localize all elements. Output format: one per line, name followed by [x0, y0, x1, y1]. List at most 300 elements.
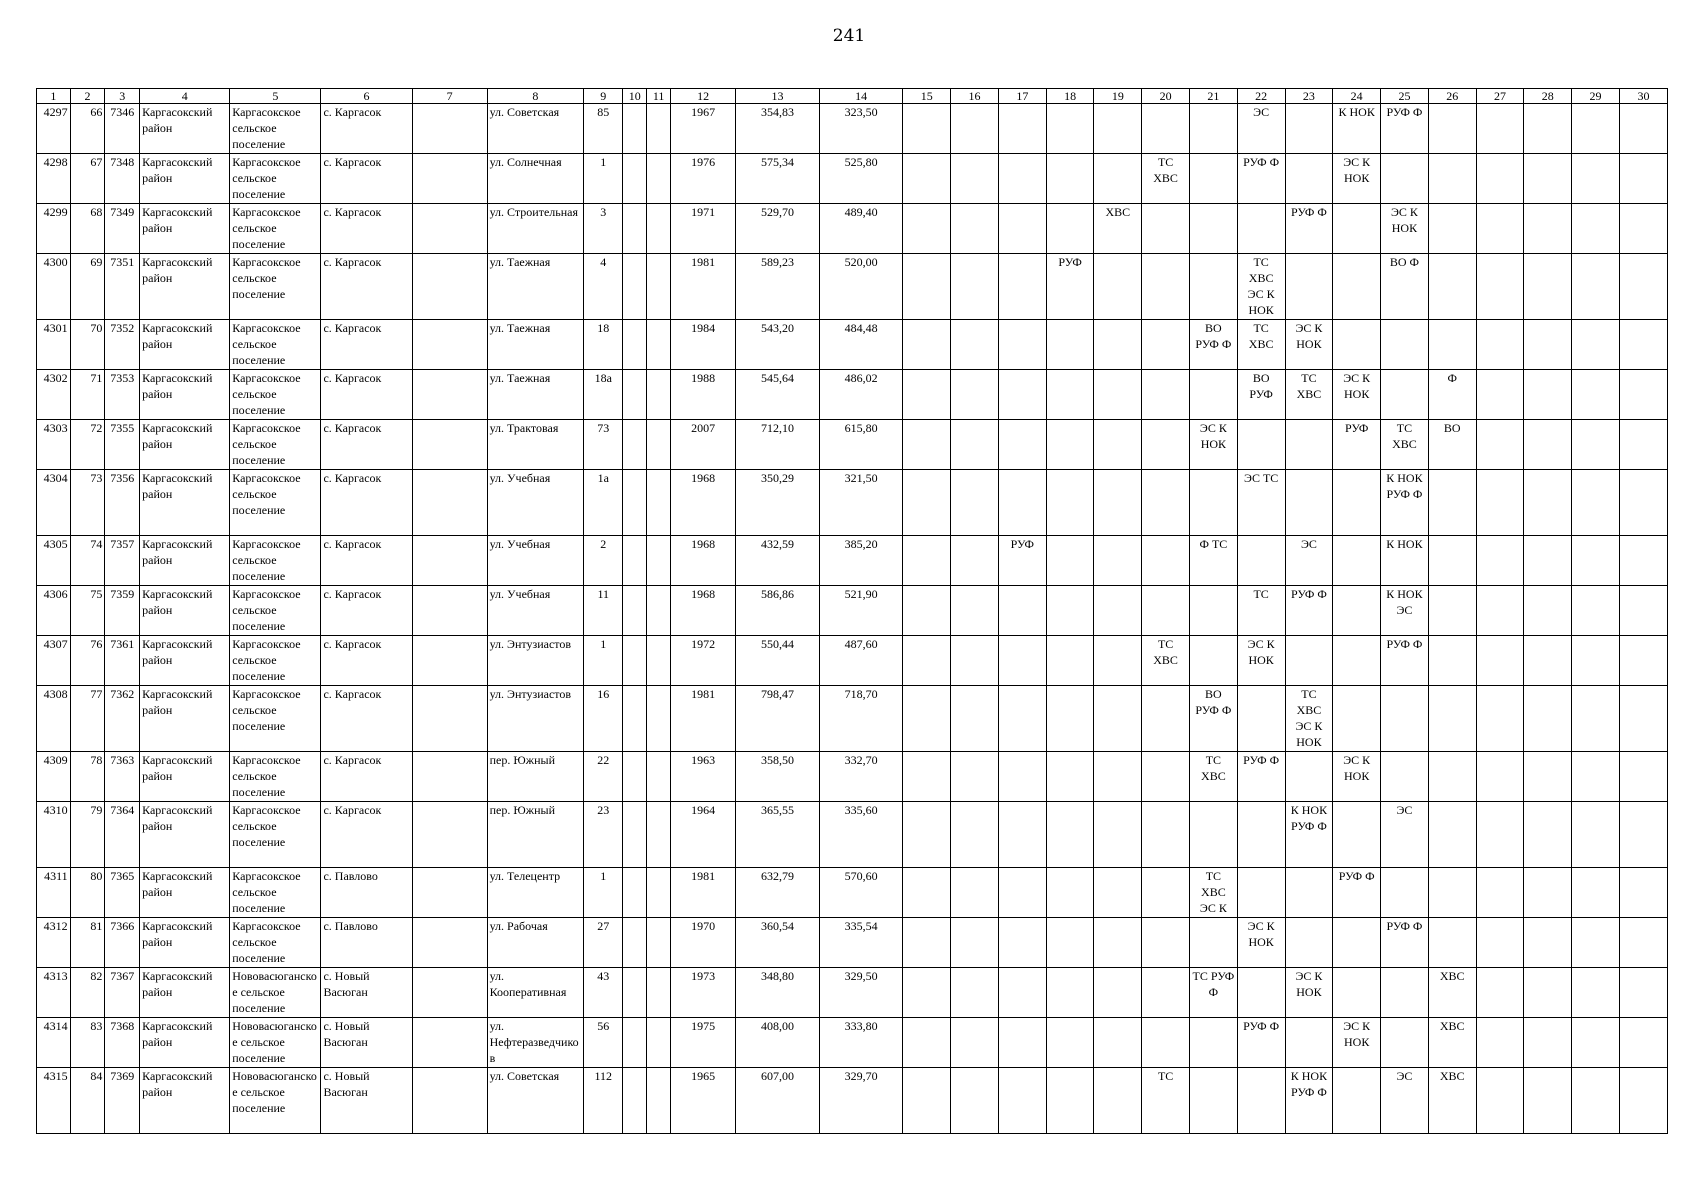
cell-col-7: [412, 918, 487, 968]
column-header-3: 3: [105, 89, 140, 104]
cell-col-23: [1285, 470, 1333, 536]
cell-col-30: [1619, 1068, 1667, 1134]
cell-col-20: [1142, 1018, 1190, 1068]
cell-col-24: ЭС К НОК: [1333, 752, 1381, 802]
cell-col-6: с. Новый Васюган: [321, 968, 412, 1018]
cell-col-9: 11: [584, 586, 623, 636]
cell-col-23: [1285, 104, 1333, 154]
cell-col-1: 4303: [37, 420, 71, 470]
cell-col-1: 4304: [37, 470, 71, 536]
cell-col-7: [412, 752, 487, 802]
cell-col-8: ул. Учебная: [487, 586, 584, 636]
cell-col-2: 71: [70, 370, 105, 420]
table-row: [37, 636, 1668, 686]
cell-col-20: [1142, 802, 1190, 868]
cell-col-19: [1094, 536, 1142, 586]
cell-col-25: [1381, 1018, 1429, 1068]
cell-col-21: ВО РУФ Ф: [1190, 686, 1238, 752]
cell-col-12: 1981: [671, 868, 736, 918]
cell-col-15: [903, 204, 951, 254]
cell-col-23: РУФ Ф: [1285, 204, 1333, 254]
column-header-2: 2: [70, 89, 105, 104]
cell-col-29: [1572, 636, 1620, 686]
cell-col-18: [1046, 536, 1094, 586]
cell-col-15: [903, 420, 951, 470]
cell-col-20: [1142, 686, 1190, 752]
cell-col-23: ЭС: [1285, 536, 1333, 586]
cell-col-25: ВО Ф: [1381, 254, 1429, 320]
cell-col-20: ТС ХВС: [1142, 636, 1190, 686]
cell-col-17: [998, 254, 1046, 320]
cell-col-23: [1285, 420, 1333, 470]
cell-col-14: 615,80: [819, 420, 903, 470]
cell-col-8: ул. Учебная: [487, 536, 584, 586]
cell-col-27: [1476, 686, 1524, 752]
cell-col-16: [951, 104, 999, 154]
column-header-7: 7: [412, 89, 487, 104]
cell-col-1: 4301: [37, 320, 71, 370]
cell-col-7: [412, 204, 487, 254]
table-row: [37, 752, 1668, 802]
cell-col-11: [647, 254, 671, 320]
cell-col-25: К НОК РУФ Ф: [1381, 470, 1429, 536]
cell-col-6: с. Каргасок: [321, 536, 412, 586]
cell-col-11: [647, 752, 671, 802]
cell-col-24: [1333, 470, 1381, 536]
column-header-8: 8: [487, 89, 584, 104]
column-header-5: 5: [230, 89, 321, 104]
cell-col-29: [1572, 154, 1620, 204]
cell-col-4: Каргасокский район: [140, 104, 230, 154]
cell-col-19: [1094, 1068, 1142, 1134]
cell-col-29: [1572, 1068, 1620, 1134]
cell-col-3: 7365: [105, 868, 140, 918]
cell-col-2: 66: [70, 104, 105, 154]
cell-col-2: 69: [70, 254, 105, 320]
cell-col-12: 1981: [671, 254, 736, 320]
cell-col-12: 1968: [671, 586, 736, 636]
cell-col-28: [1524, 370, 1572, 420]
cell-col-19: [1094, 968, 1142, 1018]
cell-col-13: 543,20: [736, 320, 820, 370]
cell-col-18: [1046, 636, 1094, 686]
cell-col-11: [647, 320, 671, 370]
cell-col-10: [623, 968, 647, 1018]
cell-col-6: с. Каргасок: [321, 254, 412, 320]
column-header-9: 9: [584, 89, 623, 104]
cell-col-20: [1142, 370, 1190, 420]
page-number: 241: [832, 26, 866, 46]
cell-col-15: [903, 636, 951, 686]
cell-col-8: ул. Советская: [487, 104, 584, 154]
cell-col-21: [1190, 918, 1238, 968]
cell-col-29: [1572, 254, 1620, 320]
cell-col-4: Каргасокский район: [140, 868, 230, 918]
cell-col-19: [1094, 802, 1142, 868]
cell-col-28: [1524, 320, 1572, 370]
cell-col-6: с. Каргасок: [321, 204, 412, 254]
cell-col-11: [647, 420, 671, 470]
cell-col-18: [1046, 154, 1094, 204]
cell-col-13: 354,83: [736, 104, 820, 154]
cell-col-6: с. Каргасок: [321, 104, 412, 154]
cell-col-28: [1524, 1018, 1572, 1068]
cell-col-17: [998, 918, 1046, 968]
cell-col-6: с. Павлово: [321, 868, 412, 918]
cell-col-10: [623, 320, 647, 370]
cell-col-26: [1428, 536, 1476, 586]
cell-col-29: [1572, 802, 1620, 868]
cell-col-16: [951, 536, 999, 586]
cell-col-21: Ф ТС: [1190, 536, 1238, 586]
cell-col-22: ТС: [1237, 586, 1285, 636]
cell-col-19: [1094, 752, 1142, 802]
cell-col-9: 56: [584, 1018, 623, 1068]
cell-col-10: [623, 918, 647, 968]
cell-col-16: [951, 868, 999, 918]
cell-col-28: [1524, 636, 1572, 686]
cell-col-1: 4311: [37, 868, 71, 918]
cell-col-22: [1237, 420, 1285, 470]
cell-col-30: [1619, 918, 1667, 968]
table-row: [37, 918, 1668, 968]
cell-col-17: [998, 868, 1046, 918]
cell-col-10: [623, 868, 647, 918]
cell-col-8: пер. Южный: [487, 802, 584, 868]
cell-col-19: [1094, 918, 1142, 968]
cell-col-26: [1428, 254, 1476, 320]
cell-col-20: ТС: [1142, 1068, 1190, 1134]
cell-col-6: с. Каргасок: [321, 470, 412, 536]
cell-col-26: [1428, 918, 1476, 968]
cell-col-1: 4300: [37, 254, 71, 320]
cell-col-10: [623, 154, 647, 204]
cell-col-26: [1428, 204, 1476, 254]
cell-col-25: [1381, 320, 1429, 370]
cell-col-10: [623, 104, 647, 154]
cell-col-15: [903, 1018, 951, 1068]
cell-col-19: [1094, 1018, 1142, 1068]
cell-col-22: [1237, 686, 1285, 752]
cell-col-7: [412, 470, 487, 536]
cell-col-4: Каргасокский район: [140, 254, 230, 320]
cell-col-27: [1476, 868, 1524, 918]
cell-col-18: [1046, 686, 1094, 752]
cell-col-23: ТС ХВС: [1285, 370, 1333, 420]
cell-col-26: [1428, 686, 1476, 752]
cell-col-15: [903, 586, 951, 636]
cell-col-14: 525,80: [819, 154, 903, 204]
cell-col-16: [951, 320, 999, 370]
cell-col-19: [1094, 686, 1142, 752]
cell-col-29: [1572, 868, 1620, 918]
cell-col-24: [1333, 636, 1381, 686]
cell-col-21: ТС РУФ Ф: [1190, 968, 1238, 1018]
cell-col-2: 83: [70, 1018, 105, 1068]
cell-col-4: Каргасокский район: [140, 636, 230, 686]
cell-col-26: [1428, 636, 1476, 686]
cell-col-25: ЭС: [1381, 802, 1429, 868]
cell-col-13: 632,79: [736, 868, 820, 918]
cell-col-25: [1381, 752, 1429, 802]
cell-col-12: 1964: [671, 802, 736, 868]
cell-col-1: 4299: [37, 204, 71, 254]
cell-col-3: 7361: [105, 636, 140, 686]
table-row: [37, 1068, 1668, 1134]
cell-col-2: 73: [70, 470, 105, 536]
cell-col-15: [903, 470, 951, 536]
cell-col-27: [1476, 254, 1524, 320]
cell-col-28: [1524, 204, 1572, 254]
cell-col-19: [1094, 254, 1142, 320]
cell-col-29: [1572, 420, 1620, 470]
cell-col-29: [1572, 370, 1620, 420]
cell-col-16: [951, 1018, 999, 1068]
table-row: [37, 154, 1668, 204]
cell-col-17: [998, 1068, 1046, 1134]
cell-col-24: ЭС К НОК: [1333, 370, 1381, 420]
column-header-19: 19: [1094, 89, 1142, 104]
cell-col-28: [1524, 968, 1572, 1018]
cell-col-16: [951, 968, 999, 1018]
cell-col-27: [1476, 918, 1524, 968]
cell-col-25: [1381, 370, 1429, 420]
cell-col-22: РУФ Ф: [1237, 154, 1285, 204]
cell-col-18: [1046, 370, 1094, 420]
cell-col-3: 7369: [105, 1068, 140, 1134]
table-row: [37, 370, 1668, 420]
cell-col-7: [412, 868, 487, 918]
cell-col-6: с. Павлово: [321, 918, 412, 968]
cell-col-30: [1619, 636, 1667, 686]
cell-col-24: [1333, 254, 1381, 320]
cell-col-2: 70: [70, 320, 105, 370]
cell-col-7: [412, 1068, 487, 1134]
cell-col-9: 27: [584, 918, 623, 968]
cell-col-21: [1190, 154, 1238, 204]
cell-col-17: [998, 470, 1046, 536]
table-row: [37, 420, 1668, 470]
cell-col-5: Каргасокское сельское поселение: [230, 636, 321, 686]
cell-col-26: [1428, 586, 1476, 636]
cell-col-6: с. Новый Васюган: [321, 1068, 412, 1134]
cell-col-20: [1142, 536, 1190, 586]
cell-col-14: 521,90: [819, 586, 903, 636]
cell-col-8: ул. Солнечная: [487, 154, 584, 204]
cell-col-18: [1046, 918, 1094, 968]
table-row: [37, 586, 1668, 636]
cell-col-22: РУФ Ф: [1237, 1018, 1285, 1068]
column-header-26: 26: [1428, 89, 1476, 104]
cell-col-22: ЭС К НОК: [1237, 918, 1285, 968]
cell-col-28: [1524, 254, 1572, 320]
cell-col-12: 1963: [671, 752, 736, 802]
cell-col-20: [1142, 104, 1190, 154]
column-header-10: 10: [623, 89, 647, 104]
cell-col-14: 335,60: [819, 802, 903, 868]
cell-col-27: [1476, 802, 1524, 868]
cell-col-3: 7364: [105, 802, 140, 868]
cell-col-9: 1: [584, 868, 623, 918]
column-header-24: 24: [1333, 89, 1381, 104]
cell-col-20: [1142, 254, 1190, 320]
cell-col-23: РУФ Ф: [1285, 586, 1333, 636]
cell-col-7: [412, 154, 487, 204]
cell-col-28: [1524, 420, 1572, 470]
cell-col-3: 7367: [105, 968, 140, 1018]
cell-col-11: [647, 104, 671, 154]
cell-col-7: [412, 370, 487, 420]
column-header-28: 28: [1524, 89, 1572, 104]
cell-col-14: 333,80: [819, 1018, 903, 1068]
cell-col-11: [647, 204, 671, 254]
cell-col-17: [998, 420, 1046, 470]
cell-col-17: [998, 686, 1046, 752]
cell-col-19: [1094, 370, 1142, 420]
cell-col-13: 550,44: [736, 636, 820, 686]
cell-col-20: [1142, 968, 1190, 1018]
cell-col-27: [1476, 968, 1524, 1018]
column-header-11: 11: [647, 89, 671, 104]
cell-col-4: Каргасокский район: [140, 1068, 230, 1134]
cell-col-8: ул. Энтузиастов: [487, 636, 584, 686]
cell-col-24: ЭС К НОК: [1333, 1018, 1381, 1068]
cell-col-16: [951, 470, 999, 536]
cell-col-25: РУФ Ф: [1381, 636, 1429, 686]
column-header-17: 17: [998, 89, 1046, 104]
cell-col-18: [1046, 802, 1094, 868]
table-row: [37, 254, 1668, 320]
cell-col-7: [412, 802, 487, 868]
cell-col-9: 23: [584, 802, 623, 868]
cell-col-7: [412, 420, 487, 470]
cell-col-3: 7359: [105, 586, 140, 636]
table-row: [37, 470, 1668, 536]
cell-col-23: К НОК РУФ Ф: [1285, 1068, 1333, 1134]
cell-col-2: 82: [70, 968, 105, 1018]
cell-col-4: Каргасокский район: [140, 470, 230, 536]
cell-col-29: [1572, 104, 1620, 154]
cell-col-10: [623, 636, 647, 686]
cell-col-27: [1476, 752, 1524, 802]
cell-col-28: [1524, 536, 1572, 586]
cell-col-13: 360,54: [736, 918, 820, 968]
cell-col-5: Каргасокское сельское поселение: [230, 536, 321, 586]
cell-col-3: 7346: [105, 104, 140, 154]
cell-col-2: 77: [70, 686, 105, 752]
cell-col-13: 348,80: [736, 968, 820, 1018]
cell-col-14: 484,48: [819, 320, 903, 370]
cell-col-13: 432,59: [736, 536, 820, 586]
cell-col-10: [623, 1068, 647, 1134]
column-header-20: 20: [1142, 89, 1190, 104]
cell-col-27: [1476, 536, 1524, 586]
cell-col-5: Каргасокское сельское поселение: [230, 320, 321, 370]
cell-col-6: с. Каргасок: [321, 320, 412, 370]
cell-col-25: [1381, 868, 1429, 918]
cell-col-30: [1619, 154, 1667, 204]
cell-col-21: [1190, 1018, 1238, 1068]
cell-col-12: 1973: [671, 968, 736, 1018]
column-header-14: 14: [819, 89, 903, 104]
cell-col-28: [1524, 752, 1572, 802]
cell-col-1: 4312: [37, 918, 71, 968]
cell-col-1: 4302: [37, 370, 71, 420]
cell-col-1: 4309: [37, 752, 71, 802]
cell-col-5: Каргасокское сельское поселение: [230, 586, 321, 636]
cell-col-2: 68: [70, 204, 105, 254]
cell-col-14: 335,54: [819, 918, 903, 968]
cell-col-12: 1976: [671, 154, 736, 204]
cell-col-21: ТС ХВС ЭС К: [1190, 868, 1238, 918]
cell-col-27: [1476, 1068, 1524, 1134]
cell-col-18: [1046, 586, 1094, 636]
cell-col-27: [1476, 1018, 1524, 1068]
cell-col-8: ул. Кооперативная: [487, 968, 584, 1018]
cell-col-23: [1285, 254, 1333, 320]
cell-col-3: 7356: [105, 470, 140, 536]
cell-col-25: ТС ХВС: [1381, 420, 1429, 470]
cell-col-4: Каргасокский район: [140, 802, 230, 868]
cell-col-25: [1381, 154, 1429, 204]
cell-col-28: [1524, 868, 1572, 918]
cell-col-27: [1476, 320, 1524, 370]
cell-col-21: ТС ХВС: [1190, 752, 1238, 802]
cell-col-9: 85: [584, 104, 623, 154]
cell-col-18: РУФ: [1046, 254, 1094, 320]
cell-col-30: [1619, 104, 1667, 154]
cell-col-23: [1285, 918, 1333, 968]
cell-col-11: [647, 536, 671, 586]
cell-col-27: [1476, 204, 1524, 254]
table-row: [37, 868, 1668, 918]
cell-col-19: [1094, 868, 1142, 918]
cell-col-18: [1046, 420, 1094, 470]
cell-col-2: 80: [70, 868, 105, 918]
cell-col-2: 79: [70, 802, 105, 868]
cell-col-17: [998, 154, 1046, 204]
column-header-23: 23: [1285, 89, 1333, 104]
register-table: [36, 88, 1668, 1134]
cell-col-12: 1972: [671, 636, 736, 686]
cell-col-25: [1381, 686, 1429, 752]
cell-col-28: [1524, 104, 1572, 154]
cell-col-30: [1619, 320, 1667, 370]
cell-col-5: Каргасокское сельское поселение: [230, 254, 321, 320]
cell-col-4: Каргасокский район: [140, 686, 230, 752]
table-body: [37, 104, 1668, 1134]
cell-col-1: 4314: [37, 1018, 71, 1068]
table-row: [37, 1018, 1668, 1068]
cell-col-8: ул. Строительная: [487, 204, 584, 254]
cell-col-10: [623, 686, 647, 752]
cell-col-14: 570,60: [819, 868, 903, 918]
cell-col-23: [1285, 154, 1333, 204]
table-row: [37, 686, 1668, 752]
cell-col-24: [1333, 802, 1381, 868]
cell-col-6: с. Каргасок: [321, 370, 412, 420]
cell-col-4: Каргасокский район: [140, 370, 230, 420]
cell-col-12: 1984: [671, 320, 736, 370]
cell-col-8: ул. Таежная: [487, 254, 584, 320]
cell-col-5: Нововасюганское сельское поселение: [230, 1018, 321, 1068]
cell-col-9: 73: [584, 420, 623, 470]
cell-col-8: ул. Таежная: [487, 320, 584, 370]
column-header-27: 27: [1476, 89, 1524, 104]
cell-col-24: [1333, 686, 1381, 752]
cell-col-5: Каргасокское сельское поселение: [230, 104, 321, 154]
cell-col-26: [1428, 470, 1476, 536]
